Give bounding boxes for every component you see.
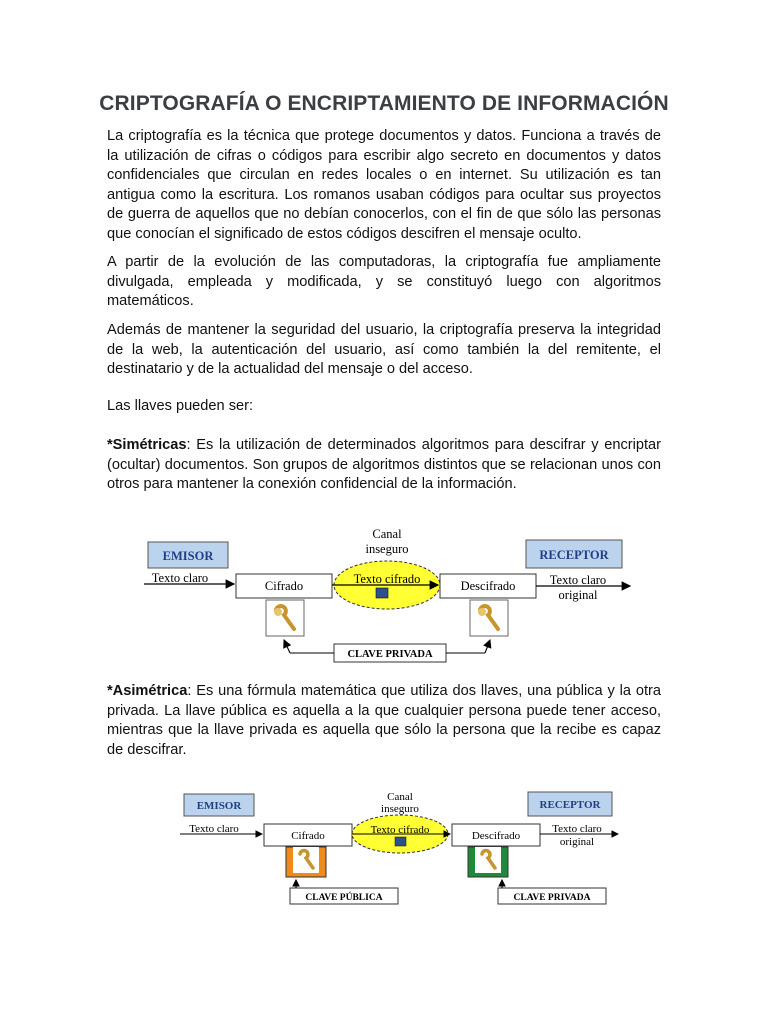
term-simetricas: *Simétricas [107,437,187,453]
paragraph-simetricas [107,436,661,495]
clave-publica-label: CLAVE PÚBLICA [305,893,383,903]
computer-icon [395,837,406,846]
descifrado-label: Descifrado [471,830,521,842]
paragraph-security: Además de mantener la seguridad del usuario, la criptografía preserva la integridad de la web, la autenticación del usuario, así como también la del remitente, el destinatario y de la actualidad del mensaje o del acceso. [107,322,661,378]
canal-line1: Canal [372,527,402,541]
paragraph-asimetrica [107,682,661,760]
text-simetricas: : Es la utilización de determinados algoritmos para descifrar y encriptar (ocultar) documentos. Son grupos de algoritmos distintos que se relacionan unos con otros para mantener la conexión confidencial de la información. [107,437,661,493]
texto-claro-out2: original [559,836,595,848]
texto-claro-out1: Texto claro [552,823,602,835]
cifrado-label: Cifrado [264,579,304,593]
paragraph-evolution: A partir de la evolución de las computadoras, la criptografía fue ampliamente divulgada, empleada y modificada, y se constituyó luego con algoritmos matemáticos. [107,254,661,310]
texto-claro-out1: Texto claro [549,573,607,587]
texto-claro-in: Texto claro [189,823,239,835]
text-asimetrica: : Es una fórmula matemática que utiliza dos llaves, una pública y la otra privada. La llave pública es aquella a la que cualquier persona puede tener acceso, mientras que la llave privada es aquella que sólo la persona que la recibe es capaz de descifrar. [107,683,661,758]
texto-cifrado-label: Texto cifrado [370,824,430,836]
document-title: CRIPTOGRAFÍA O ENCRIPTAMIENTO DE INFORMACIÓN [99,92,669,115]
descifrado-label: Descifrado [460,579,516,593]
paragraph-intro: La criptografía es la técnica que protege documentos y datos. Funciona a través de la utilización de cifras o códigos para escribir algo secreto en documentos y datos confidenciales que circulan en redes locales o en internet. Su utilización es tan antigua como la escritura. Los romanos usaban códigos para ocultar sus proyectos de guerra de aquellos que no debían conocerlos, con el fin de que sólo las personas que conocían el significado de estos códigos descifren el mensaje oculto. [107,128,661,242]
texto-claro-in: Texto claro [151,571,209,585]
emisor-label: EMISOR [196,800,242,812]
texto-claro-out2: original [558,588,598,602]
emisor-label: EMISOR [162,549,214,563]
cifrado-label: Cifrado [291,830,325,842]
computer-icon [376,588,388,598]
asymmetric-encryption-diagram [176,786,622,908]
canal-line2: inseguro [365,542,409,556]
term-asimetrica: *Asimétrica [107,683,188,699]
receptor-label: RECEPTOR [539,799,601,811]
clave-privada-label: CLAVE PRIVADA [347,649,433,660]
receptor-label: RECEPTOR [539,548,609,562]
symmetric-encryption-diagram [140,522,640,666]
paragraph-llaves: Las llaves pueden ser: [107,398,254,414]
clave-privada-label: CLAVE PRIVADA [513,893,591,903]
canal-line1: Canal [387,791,413,803]
texto-cifrado-label: Texto cifrado [353,572,421,586]
canal-line2: inseguro [381,803,419,815]
